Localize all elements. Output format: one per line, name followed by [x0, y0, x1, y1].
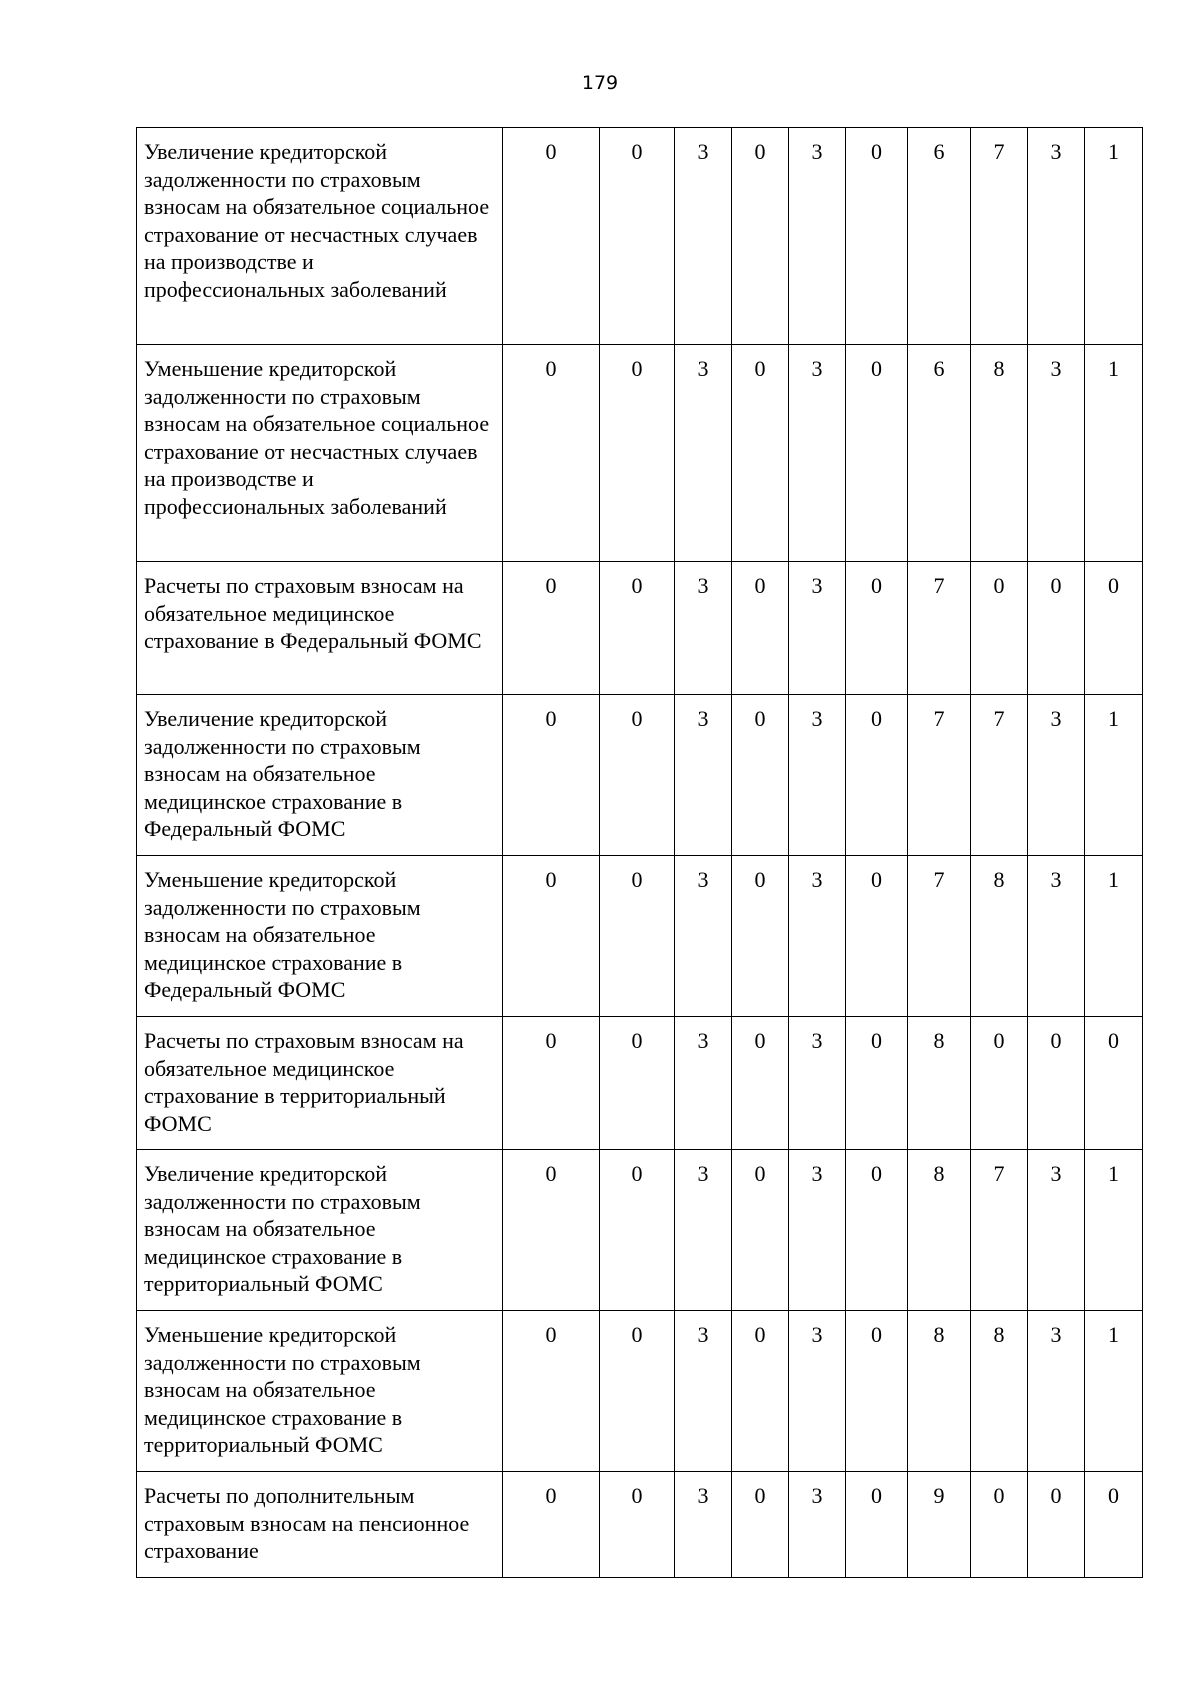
code-digit: 7	[908, 856, 971, 1017]
code-digit: 0	[732, 695, 789, 856]
page-number: 179	[581, 72, 619, 94]
code-digit: 0	[732, 345, 789, 562]
code-digit: 1	[1085, 1311, 1143, 1472]
table-row	[137, 1311, 1143, 1472]
table-row	[137, 695, 1143, 856]
code-digit: 3	[675, 1017, 732, 1150]
code-digit: 3	[675, 1472, 732, 1578]
row-description: Увеличение кредиторской задолженности по страховым взносам на обязательное медицинское страхование в Федеральный ФОМС	[137, 695, 503, 856]
code-digit: 0	[503, 562, 600, 695]
code-digit: 3	[789, 128, 846, 345]
code-digit: 3	[1028, 1150, 1085, 1311]
row-description: Уменьшение кредиторской задолженности по страховым взносам на обязательное медицинское страхование в территориальный ФОМС	[137, 1311, 503, 1472]
code-digit: 8	[971, 856, 1028, 1017]
code-digit: 3	[789, 345, 846, 562]
code-digit: 0	[1085, 562, 1143, 695]
code-digit: 0	[971, 1472, 1028, 1578]
code-digit: 3	[675, 1311, 732, 1472]
code-digit: 6	[908, 345, 971, 562]
row-description: Уменьшение кредиторской задолженности по страховым взносам на обязательное медицинское страхование в Федеральный ФОМС	[137, 856, 503, 1017]
code-digit: 1	[1085, 128, 1143, 345]
code-digit: 0	[600, 562, 675, 695]
code-digit: 3	[1028, 1311, 1085, 1472]
code-digit: 0	[1028, 1472, 1085, 1578]
code-digit: 0	[600, 695, 675, 856]
code-digit: 0	[971, 562, 1028, 695]
code-digit: 0	[503, 1472, 600, 1578]
code-digit: 8	[908, 1311, 971, 1472]
code-digit: 0	[1085, 1472, 1143, 1578]
code-digit: 0	[846, 1311, 908, 1472]
code-digit: 3	[675, 128, 732, 345]
code-digit: 1	[1085, 345, 1143, 562]
table-row	[137, 1150, 1143, 1311]
code-digit: 7	[971, 128, 1028, 345]
row-description: Расчеты по страховым взносам на обязательное медицинское страхование в Федеральный ФОМС	[137, 562, 503, 695]
code-digit: 0	[846, 128, 908, 345]
table-row	[137, 562, 1143, 695]
code-digit: 3	[1028, 128, 1085, 345]
row-description: Расчеты по дополнительным страховым взносам на пенсионное страхование	[137, 1472, 503, 1578]
code-digit: 0	[600, 1311, 675, 1472]
row-description: Расчеты по страховым взносам на обязательное медицинское страхование в территориальный ФОМС	[137, 1017, 503, 1150]
code-digit: 8	[971, 345, 1028, 562]
code-digit: 0	[600, 1472, 675, 1578]
accounts-table	[136, 127, 1143, 1578]
code-digit: 3	[675, 562, 732, 695]
code-digit: 0	[846, 695, 908, 856]
code-digit: 7	[908, 695, 971, 856]
code-digit: 9	[908, 1472, 971, 1578]
code-digit: 1	[1085, 856, 1143, 1017]
code-digit: 0	[600, 1017, 675, 1150]
code-digit: 8	[908, 1017, 971, 1150]
table-row	[137, 1017, 1143, 1150]
table-row	[137, 345, 1143, 562]
code-digit: 1	[1085, 1150, 1143, 1311]
code-digit: 0	[846, 1150, 908, 1311]
code-digit: 3	[789, 1472, 846, 1578]
code-digit: 3	[789, 1150, 846, 1311]
code-digit: 0	[1085, 1017, 1143, 1150]
code-digit: 3	[789, 1311, 846, 1472]
code-digit: 8	[971, 1311, 1028, 1472]
code-digit: 8	[908, 1150, 971, 1311]
code-digit: 0	[1028, 1017, 1085, 1150]
code-digit: 0	[503, 1017, 600, 1150]
code-digit: 3	[789, 695, 846, 856]
code-digit: 0	[846, 1017, 908, 1150]
code-digit: 0	[732, 1017, 789, 1150]
code-digit: 3	[789, 856, 846, 1017]
code-digit: 0	[732, 128, 789, 345]
code-digit: 3	[1028, 345, 1085, 562]
code-digit: 0	[732, 1472, 789, 1578]
code-digit: 0	[503, 1311, 600, 1472]
table-row	[137, 856, 1143, 1017]
code-digit: 0	[600, 856, 675, 1017]
code-digit: 3	[675, 345, 732, 562]
code-digit: 3	[789, 1017, 846, 1150]
code-digit: 7	[908, 562, 971, 695]
code-digit: 3	[789, 562, 846, 695]
table-body	[137, 128, 1143, 1578]
code-digit: 0	[846, 345, 908, 562]
code-digit: 0	[600, 345, 675, 562]
code-digit: 0	[732, 856, 789, 1017]
code-digit: 0	[600, 1150, 675, 1311]
row-description: Увеличение кредиторской задолженности по страховым взносам на обязательное социальное страхование от несчастных случаев на производстве и профессиональных заболеваний	[137, 128, 503, 345]
code-digit: 0	[503, 128, 600, 345]
code-digit: 0	[846, 856, 908, 1017]
code-digit: 0	[846, 562, 908, 695]
row-description: Увеличение кредиторской задолженности по страховым взносам на обязательное медицинское страхование в территориальный ФОМС	[137, 1150, 503, 1311]
code-digit: 3	[1028, 695, 1085, 856]
code-digit: 0	[503, 1150, 600, 1311]
code-digit: 6	[908, 128, 971, 345]
table-row	[137, 1472, 1143, 1578]
code-digit: 0	[971, 1017, 1028, 1150]
code-digit: 3	[1028, 856, 1085, 1017]
row-description: Уменьшение кредиторской задолженности по страховым взносам на обязательное социальное страхование от несчастных случаев на производстве и профессиональных заболеваний	[137, 345, 503, 562]
table-row	[137, 128, 1143, 345]
code-digit: 3	[675, 1150, 732, 1311]
code-digit: 0	[846, 1472, 908, 1578]
code-digit: 3	[675, 856, 732, 1017]
code-digit: 0	[600, 128, 675, 345]
code-digit: 0	[503, 345, 600, 562]
code-digit: 0	[732, 562, 789, 695]
code-digit: 0	[732, 1311, 789, 1472]
code-digit: 1	[1085, 695, 1143, 856]
code-digit: 3	[675, 695, 732, 856]
code-digit: 0	[1028, 562, 1085, 695]
code-digit: 7	[971, 1150, 1028, 1311]
code-digit: 0	[503, 856, 600, 1017]
code-digit: 0	[732, 1150, 789, 1311]
code-digit: 7	[971, 695, 1028, 856]
code-digit: 0	[503, 695, 600, 856]
